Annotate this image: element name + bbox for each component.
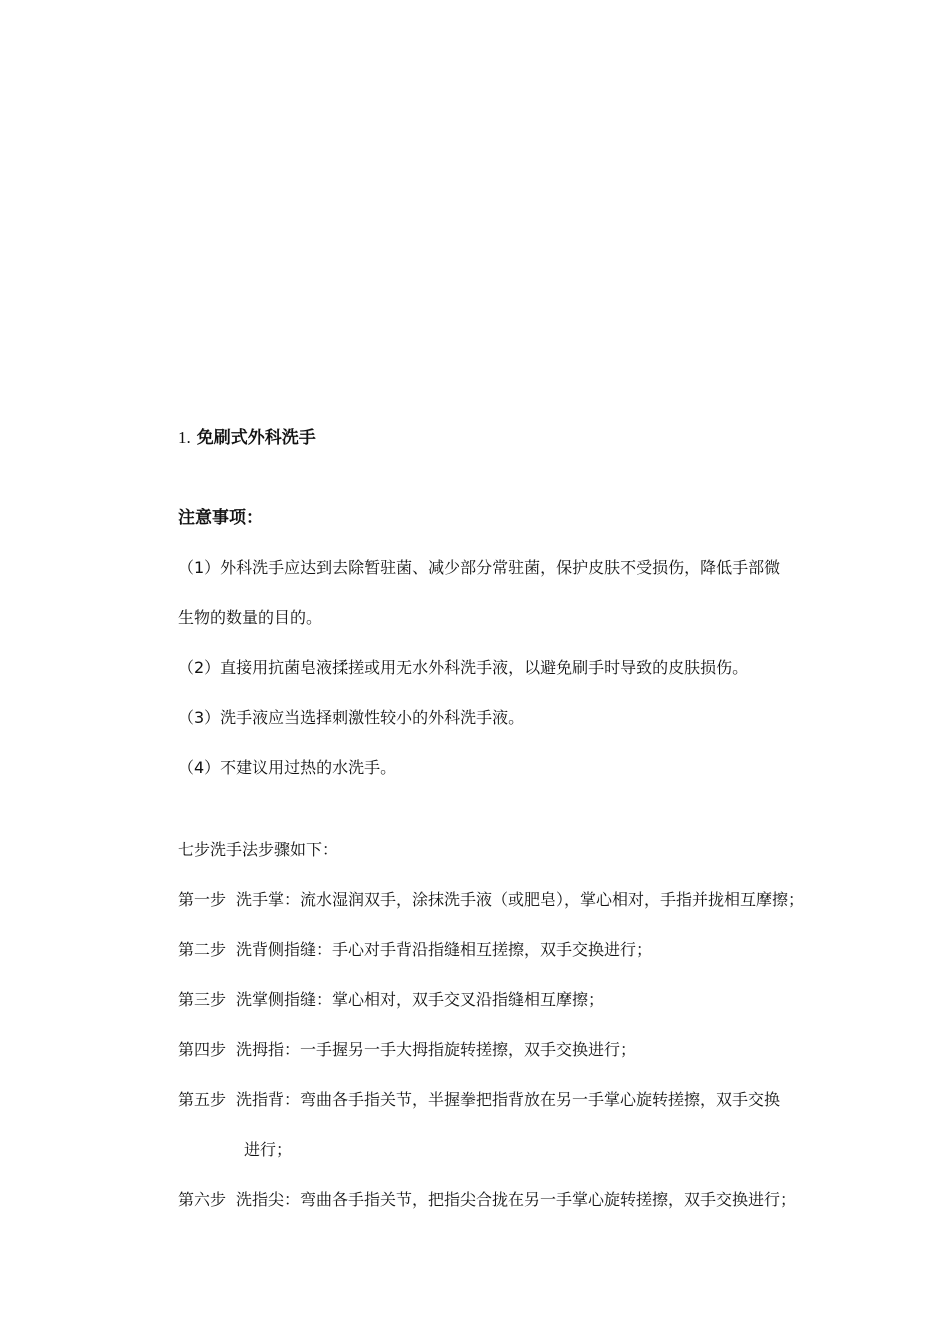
section-number: 1. <box>178 428 191 447</box>
steps-intro: 七步洗手法步骤如下： <box>178 840 339 859</box>
notes-title: 注意事项： <box>178 508 263 528</box>
step-5-continued: 进行； <box>244 1140 293 1159</box>
step-label: 第四步 <box>178 1040 227 1059</box>
step-text: 洗背侧指缝：手心对手背沿指缝相互搓擦，双手交换进行； <box>236 940 653 959</box>
step-3 <box>178 990 604 1010</box>
note-item-1-continued: 生物的数量的目的。 <box>178 608 323 627</box>
section-heading <box>178 428 316 448</box>
step-text: 洗指尖：弯曲各手指关节，把指尖合拢在另一手掌心旋转搓擦，双手交换进行； <box>236 1190 797 1209</box>
step-4 <box>178 1040 636 1060</box>
note-item-3: （3）洗手液应当选择刺激性较小的外科洗手液。 <box>178 708 525 727</box>
note-item-1: （1）外科洗手应达到去除暂驻菌、减少部分常驻菌，保护皮肤不受损伤，降低手部微 <box>178 558 781 577</box>
step-label: 第二步 <box>178 940 227 959</box>
step-1 <box>178 890 804 910</box>
step-text: 洗手掌：流水湿润双手，涂抹洗手液（或肥皂），掌心相对，手指并拢相互摩擦； <box>236 890 805 909</box>
note-item-2: （2）直接用抗菌皂液揉搓或用无水外科洗手液，以避免刷手时导致的皮肤损伤。 <box>178 658 749 677</box>
step-text: 洗掌侧指缝：掌心相对，双手交叉沿指缝相互摩擦； <box>236 990 605 1009</box>
step-text: 洗拇指：一手握另一手大拇指旋转搓擦，双手交换进行； <box>236 1040 637 1059</box>
step-label: 第三步 <box>178 990 227 1009</box>
step-label: 第六步 <box>178 1190 227 1209</box>
step-6 <box>178 1190 796 1210</box>
step-2 <box>178 940 652 960</box>
section-title: 免刷式外科洗手 <box>196 428 316 448</box>
note-item-4: （4）不建议用过热的水洗手。 <box>178 758 397 777</box>
step-label: 第一步 <box>178 890 227 909</box>
step-text: 洗指背：弯曲各手指关节，半握拳把指背放在另一手掌心旋转搓擦，双手交换 <box>236 1090 781 1109</box>
step-label: 第五步 <box>178 1090 227 1109</box>
step-5 <box>178 1090 780 1110</box>
